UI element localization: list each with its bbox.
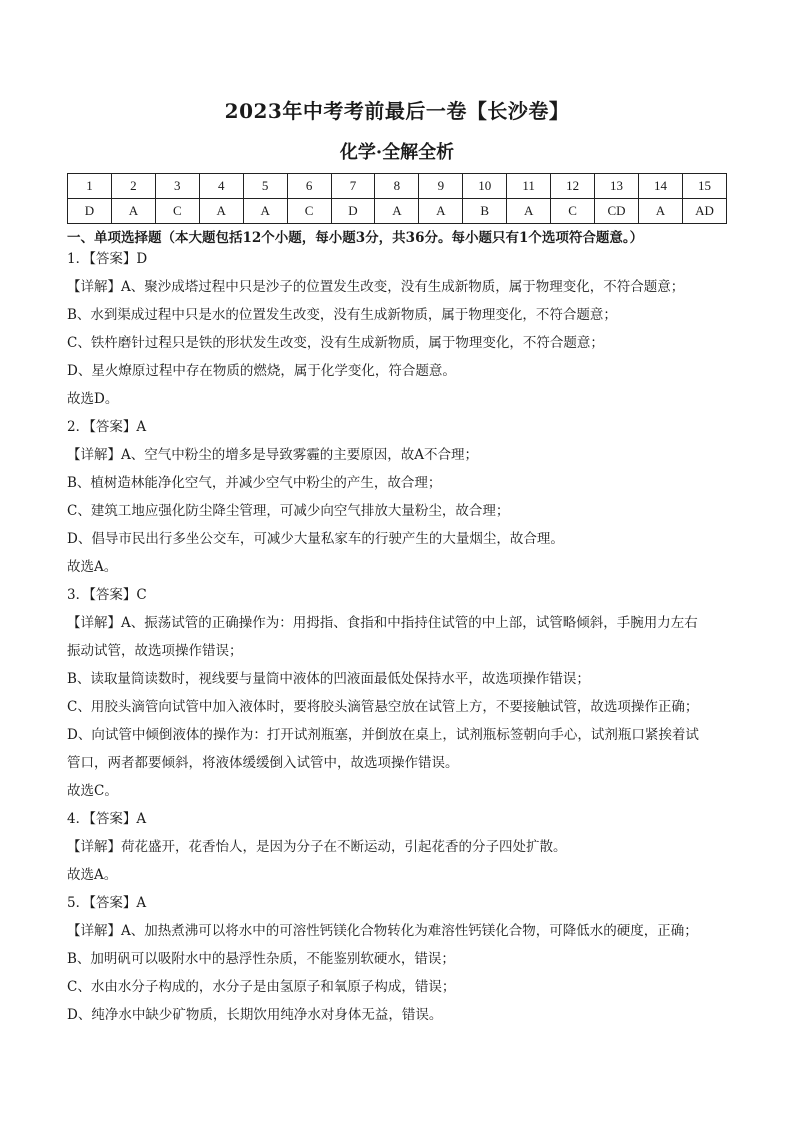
question-number-cell: 11 (507, 174, 551, 199)
text-line: 【详解】A、振荡试管的正确操作为：用拇指、食指和中指持住试管的中上部，试管略倾斜，手腕用力左右 (67, 615, 698, 631)
text-line: D、纯净水中缺少矿物质，长期饮用纯净水对身体无益，错误。 (67, 1007, 443, 1023)
text-line: 【详解】A、空气中粉尘的增多是导致雾霾的主要原因，故A不合理； (67, 447, 478, 463)
text-line: D、倡导市民出行多坐公交车，可减少大量私家车的行驶产生的大量烟尘，故合理。 (67, 531, 564, 547)
answer-cell: A (507, 199, 551, 224)
answer-table-answer-row (68, 199, 727, 224)
answer-cell: C (155, 199, 199, 224)
question-number-cell: 2 (111, 174, 155, 199)
answer-cell: D (331, 199, 375, 224)
question-number-cell: 10 (463, 174, 507, 199)
question-number-cell: 5 (243, 174, 287, 199)
text-line: 【详解】荷花盛开，花香怡人，是因为分子在不断运动，引起花香的分子四处扩散。 (67, 839, 567, 855)
text-line: D、星火燎原过程中存在物质的燃烧，属于化学变化，符合题意。 (67, 363, 456, 379)
answer-cell: A (199, 199, 243, 224)
question-number-cell: 13 (595, 174, 639, 199)
text-line: 故选C。 (67, 783, 118, 799)
answer-cell: C (287, 199, 331, 224)
text-line: B、水到渠成过程中只是水的位置发生改变，没有生成新物质，属于物理变化，不符合题意； (67, 307, 617, 323)
text-line: B、加明矾可以吸附水中的悬浮性杂质，不能鉴别软硬水，错误； (67, 951, 455, 967)
explanations (67, 245, 737, 1029)
text-line: 振动试管，故选项操作错误； (67, 643, 243, 659)
answer-cell: C (551, 199, 595, 224)
answer-cell: A (638, 199, 682, 224)
text-line: 2．【答案】A (67, 419, 147, 435)
document-subtitle: 化学·全解全析 (339, 142, 455, 163)
document-title: 2023年中考考前最后一卷【长沙卷】 (224, 99, 570, 123)
text-line: C、水由水分子构成的，水分子是由氢原子和氧原子构成，错误； (67, 979, 456, 995)
text-line: B、植树造林能净化空气，并减少空气中粉尘的产生，故合理； (67, 475, 442, 491)
question-number-cell: 6 (287, 174, 331, 199)
text-line: 5．【答案】A (67, 895, 147, 911)
answer-table-number-row (68, 174, 727, 199)
question-number-cell: 12 (551, 174, 595, 199)
text-line: 【详解】A、加热煮沸可以将水中的可溶性钙镁化合物转化为难溶性钙镁化合物，可降低水的硬度，正确； (67, 923, 698, 939)
question-number-cell: 4 (199, 174, 243, 199)
text-line: C、用胶头滴管向试管中加入液体时，要将胶头滴管悬空放在试管上方，不要接触试管，故选项操作正确； (67, 699, 699, 715)
text-line: 【详解】A、聚沙成塔过程中只是沙子的位置发生改变，没有生成新物质，属于物理变化，不符合题意； (67, 279, 685, 295)
question-number-cell: 14 (638, 174, 682, 199)
answer-key-table (67, 173, 727, 224)
answer-cell: A (243, 199, 287, 224)
answer-cell: D (68, 199, 112, 224)
text-line: 1．【答案】D (67, 251, 148, 267)
question-number-cell: 7 (331, 174, 375, 199)
text-line: B、读取量筒读数时，视线要与量筒中液体的凹液面最低处保持水平，故选项操作错误； (67, 671, 590, 687)
section-heading: 一、单项选择题（本大题包括12个小题，每小题3分，共36分。每小题只有1个选项符合题意。） (67, 230, 644, 246)
question-number-cell: 9 (419, 174, 463, 199)
answer-cell: A (111, 199, 155, 224)
text-line: 故选A。 (67, 867, 118, 883)
text-line: 4．【答案】A (67, 811, 147, 827)
question-number-cell: 15 (682, 174, 726, 199)
answer-cell: CD (595, 199, 639, 224)
text-line: 故选D。 (67, 391, 119, 407)
answer-cell: AD (682, 199, 726, 224)
text-line: C、建筑工地应强化防尘降尘管理，可减少向空气排放大量粉尘，故合理； (67, 503, 510, 519)
answer-cell: B (463, 199, 507, 224)
question-number-cell: 3 (155, 174, 199, 199)
question-number-cell: 1 (68, 174, 112, 199)
text-line: 3．【答案】C (67, 587, 147, 603)
text-line: C、铁杵磨针过程只是铁的形状发生改变，没有生成新物质，属于物理变化，不符合题意； (67, 335, 604, 351)
text-line: 故选A。 (67, 559, 118, 575)
text-line: D、向试管中倾倒液体的操作为：打开试剂瓶塞，并倒放在桌上，试剂瓶标签朝向手心，试剂瓶口紧挨着试 (67, 727, 699, 743)
text-line: 管口，两者都要倾斜，将液体缓缓倒入试管中，故选项操作错误。 (67, 755, 459, 771)
question-number-cell: 8 (375, 174, 419, 199)
answer-cell: A (375, 199, 419, 224)
answer-cell: A (419, 199, 463, 224)
